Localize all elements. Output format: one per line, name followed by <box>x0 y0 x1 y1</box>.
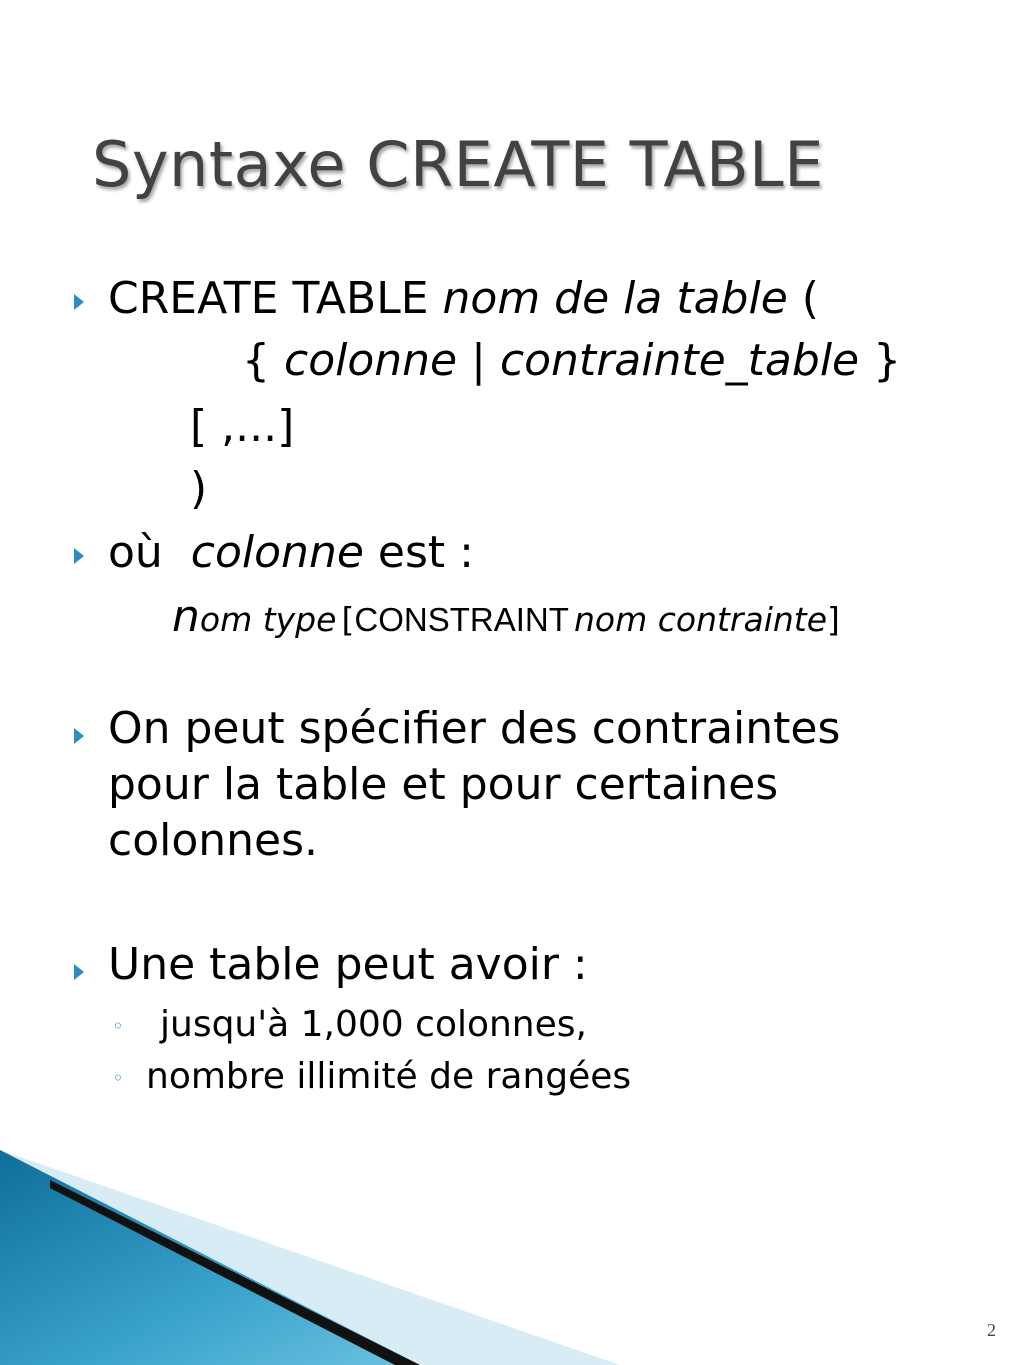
table-limits-line: Une table peut avoir : <box>108 939 588 990</box>
close-paren-line: ) <box>190 463 208 514</box>
page-number: 2 <box>987 1320 996 1340</box>
constraints-text-line-1: On peut spécifier des contraintes <box>108 703 841 754</box>
column-def-name-type: om type <box>199 600 337 639</box>
open-paren: ( <box>801 273 819 324</box>
blue-wedge <box>0 1150 420 1365</box>
sub-item-columns: jusqu'à 1,000 colonnes, <box>160 1004 587 1045</box>
bullet-arrow-icon <box>74 294 84 310</box>
slide-title: Syntaxe CREATE TABLE <box>92 128 824 201</box>
table-name-placeholder: nom de la table <box>442 273 788 324</box>
column-definition-line <box>172 592 840 643</box>
sub-bullet-circle-icon: ◦ <box>112 1066 124 1090</box>
where-word: où <box>108 527 163 578</box>
create-table-line <box>108 274 819 325</box>
constraints-text-line-2: pour la table et pour certaines <box>108 759 779 810</box>
column-placeholder: colonne <box>190 527 364 578</box>
column-or-constraint-line <box>242 336 901 387</box>
is-word: est : <box>377 527 474 578</box>
close-bracket: ] <box>827 600 840 639</box>
keyword-create-table: CREATE TABLE <box>108 273 429 324</box>
sub-bullet-circle-icon: ◦ <box>112 1014 124 1038</box>
sub-item-rows: nombre illimité de rangées <box>146 1056 632 1097</box>
bullet-arrow-icon <box>74 548 84 564</box>
constraints-text-line-3: colonnes. <box>108 815 319 866</box>
keyword-constraint: CONSTRAINT <box>354 601 569 638</box>
open-brace: { <box>242 335 270 386</box>
corner-decoration <box>0 1150 620 1365</box>
bullet-arrow-icon <box>74 964 84 980</box>
separator: | <box>471 335 486 386</box>
where-column-line <box>108 528 474 579</box>
constraint-name-placeholder: nom contrainte <box>574 600 828 639</box>
column-def-initial: n <box>172 591 200 642</box>
close-brace: } <box>873 335 902 386</box>
table-constraint-placeholder: contrainte_table <box>499 335 860 386</box>
open-bracket: [ <box>341 600 355 639</box>
repeat-line: [ ,...] <box>190 401 295 452</box>
bullet-arrow-icon <box>74 728 84 744</box>
column-placeholder: colonne <box>284 335 458 386</box>
